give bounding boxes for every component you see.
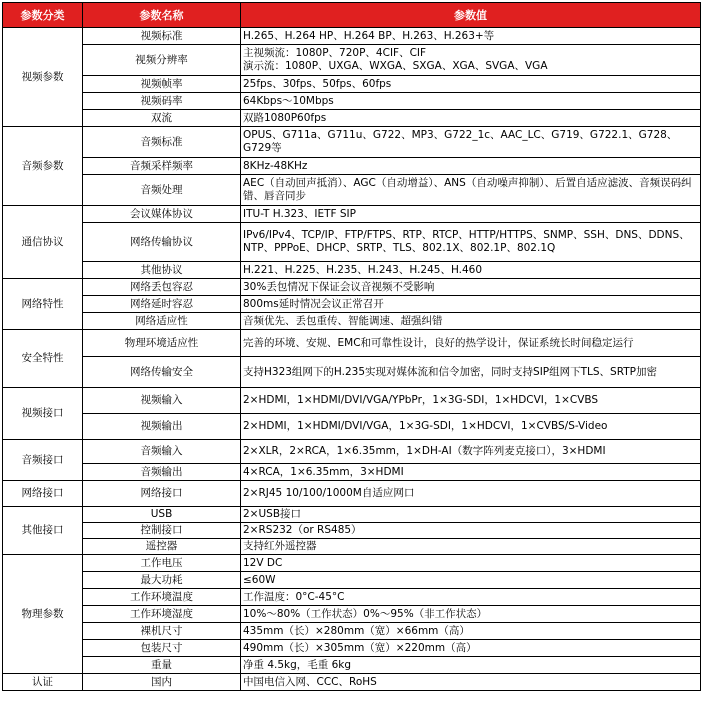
param-value-cell: IPv6/IPv4、TCP/IP、FTP/FTPS、RTP、RTCP、HTTP/HTTPS、SNMP、SSH、DNS、DDNS、NTP、PPPoE、DHCP、SRTP、TLS、802.1X、802.1P、802.1Q — [241, 223, 701, 262]
param-value-cell: 2×HDMI，1×HDMI/DVI/VGA/YPbPr，1×3G-SDI，1×HDCVI，1×CVBS — [241, 388, 701, 414]
param-name-cell: 网络延时容忍 — [83, 296, 241, 313]
param-value-cell: 30%丢包情况下保证会议音视频不受影响 — [241, 279, 701, 296]
param-name-cell: 视频帧率 — [83, 76, 241, 93]
category-cell: 其他接口 — [3, 507, 83, 555]
param-value-cell: ITU-T H.323、IETF SIP — [241, 206, 701, 223]
category-cell: 网络特性 — [3, 279, 83, 330]
table-row — [3, 206, 701, 223]
table-row — [3, 223, 701, 262]
category-cell: 认证 — [3, 674, 83, 691]
table-row — [3, 539, 701, 555]
table-row — [3, 28, 701, 45]
table-row — [3, 555, 701, 572]
param-value-cell: OPUS、G711a、G711u、G722、MP3、G722_1c、AAC_LC、G719、G722.1、G728、G729等 — [241, 127, 701, 158]
param-name-cell: 其他协议 — [83, 262, 241, 279]
category-cell: 音频接口 — [3, 440, 83, 481]
category-cell: 视频参数 — [3, 28, 83, 127]
param-value-cell: 25fps、30fps、50fps、60fps — [241, 76, 701, 93]
table-row — [3, 640, 701, 657]
param-value-cell: AEC（自动回声抵消）、AGC（自动增益）、ANS（自动噪声抑制）、后置自适应滤波、音频误码纠错、唇音同步 — [241, 175, 701, 206]
table-row — [3, 606, 701, 623]
param-name-cell: 控制接口 — [83, 523, 241, 539]
param-name-cell: 网络传输安全 — [83, 357, 241, 388]
param-value-cell: ≤60W — [241, 572, 701, 589]
table-row — [3, 93, 701, 110]
param-name-cell: 重量 — [83, 657, 241, 674]
param-name-cell: 视频标准 — [83, 28, 241, 45]
header-value: 参数值 — [241, 3, 701, 28]
param-value-cell: 10%～80%（工作状态）0%～95%（非工作状态） — [241, 606, 701, 623]
category-cell: 安全特性 — [3, 330, 83, 388]
table-row — [3, 76, 701, 93]
param-value-cell: 双路1080P60fps — [241, 110, 701, 127]
param-name-cell: 工作电压 — [83, 555, 241, 572]
table-row — [3, 464, 701, 481]
param-value-cell: 64Kbps～10Mbps — [241, 93, 701, 110]
table-row — [3, 523, 701, 539]
param-name-cell: 国内 — [83, 674, 241, 691]
category-cell: 网络接口 — [3, 481, 83, 507]
param-value-cell: 完善的环境、安规、EMC和可靠性设计，良好的热学设计，保证系统长时间稳定运行 — [241, 330, 701, 357]
param-name-cell: 网络传输协议 — [83, 223, 241, 262]
param-value-cell: 2×XLR，2×RCA，1×6.35mm，1×DH-AI（数字阵列麦克接口），3×HDMI — [241, 440, 701, 464]
param-name-cell: 工作环境湿度 — [83, 606, 241, 623]
table-row — [3, 158, 701, 175]
header-name: 参数名称 — [83, 3, 241, 28]
param-name-cell: 会议媒体协议 — [83, 206, 241, 223]
table-row — [3, 481, 701, 507]
param-value-cell: 490mm（长）×305mm（宽）×220mm（高） — [241, 640, 701, 657]
param-name-cell: 音频输出 — [83, 464, 241, 481]
param-value-cell: 8KHz-48KHz — [241, 158, 701, 175]
param-name-cell: 裸机尺寸 — [83, 623, 241, 640]
param-value-cell: H.221、H.225、H.235、H.243、H.245、H.460 — [241, 262, 701, 279]
param-name-cell: 音频处理 — [83, 175, 241, 206]
table-row — [3, 572, 701, 589]
table-row — [3, 388, 701, 414]
param-value-cell: H.265、H.264 HP、H.264 BP、H.263、H.263+等 — [241, 28, 701, 45]
param-name-cell: 视频输入 — [83, 388, 241, 414]
table-row — [3, 262, 701, 279]
header-row — [3, 3, 701, 28]
param-value-cell: 2×HDMI，1×HDMI/DVI/VGA，1×3G-SDI，1×HDCVI，1×CVBS/S-Video — [241, 414, 701, 440]
table-row — [3, 279, 701, 296]
param-value-cell: 2×USB接口 — [241, 507, 701, 523]
param-value-cell: 净重 4.5kg，毛重 6kg — [241, 657, 701, 674]
param-name-cell: 音频输入 — [83, 440, 241, 464]
param-name-cell: 网络接口 — [83, 481, 241, 507]
table-row — [3, 357, 701, 388]
param-value-cell: 12V DC — [241, 555, 701, 572]
param-name-cell: 视频输出 — [83, 414, 241, 440]
header-category: 参数分类 — [3, 3, 83, 28]
param-name-cell: USB — [83, 507, 241, 523]
table-row — [3, 507, 701, 523]
param-value-cell: 2×RS232（or RS485） — [241, 523, 701, 539]
param-value-cell: 中国电信入网、CCC、RoHS — [241, 674, 701, 691]
table-row — [3, 45, 701, 76]
table-row — [3, 414, 701, 440]
table-row — [3, 657, 701, 674]
param-name-cell: 包装尺寸 — [83, 640, 241, 657]
category-cell: 音频参数 — [3, 127, 83, 206]
param-name-cell: 双流 — [83, 110, 241, 127]
param-value-cell: 音频优先、丢包重传、智能调速、超强纠错 — [241, 313, 701, 330]
param-name-cell: 物理环境适应性 — [83, 330, 241, 357]
table-row — [3, 127, 701, 158]
category-cell: 通信协议 — [3, 206, 83, 279]
param-name-cell: 最大功耗 — [83, 572, 241, 589]
table-row — [3, 623, 701, 640]
param-name-cell: 网络适应性 — [83, 313, 241, 330]
param-name-cell: 遥控器 — [83, 539, 241, 555]
table-row — [3, 296, 701, 313]
param-name-cell: 视频分辨率 — [83, 45, 241, 76]
param-value-cell: 支持红外遥控器 — [241, 539, 701, 555]
table-row — [3, 440, 701, 464]
spec-table — [2, 2, 701, 691]
param-value-cell: 435mm（长）×280mm（宽）×66mm（高） — [241, 623, 701, 640]
spec-body — [3, 28, 701, 691]
param-name-cell: 音频采样频率 — [83, 158, 241, 175]
table-row — [3, 330, 701, 357]
param-name-cell: 工作环境温度 — [83, 589, 241, 606]
param-value-cell: 支持H323组网下的H.235实现对媒体流和信令加密，同时支持SIP组网下TLS、SRTP加密 — [241, 357, 701, 388]
param-value-cell: 4×RCA，1×6.35mm，3×HDMI — [241, 464, 701, 481]
param-value-cell: 主视频流：1080P、720P、4CIF、CIF 演示流：1080P、UXGA、WXGA、SXGA、XGA、SVGA、VGA — [241, 45, 701, 76]
param-name-cell: 音频标准 — [83, 127, 241, 158]
table-row — [3, 313, 701, 330]
param-value-cell: 工作温度：0°C-45°C — [241, 589, 701, 606]
table-row — [3, 674, 701, 691]
table-row — [3, 589, 701, 606]
table-row — [3, 110, 701, 127]
param-name-cell: 网络丢包容忍 — [83, 279, 241, 296]
category-cell: 物理参数 — [3, 555, 83, 674]
category-cell: 视频接口 — [3, 388, 83, 440]
param-value-cell: 800ms延时情况会议正常召开 — [241, 296, 701, 313]
param-name-cell: 视频码率 — [83, 93, 241, 110]
table-row — [3, 175, 701, 206]
param-value-cell: 2×RJ45 10/100/1000M自适应网口 — [241, 481, 701, 507]
